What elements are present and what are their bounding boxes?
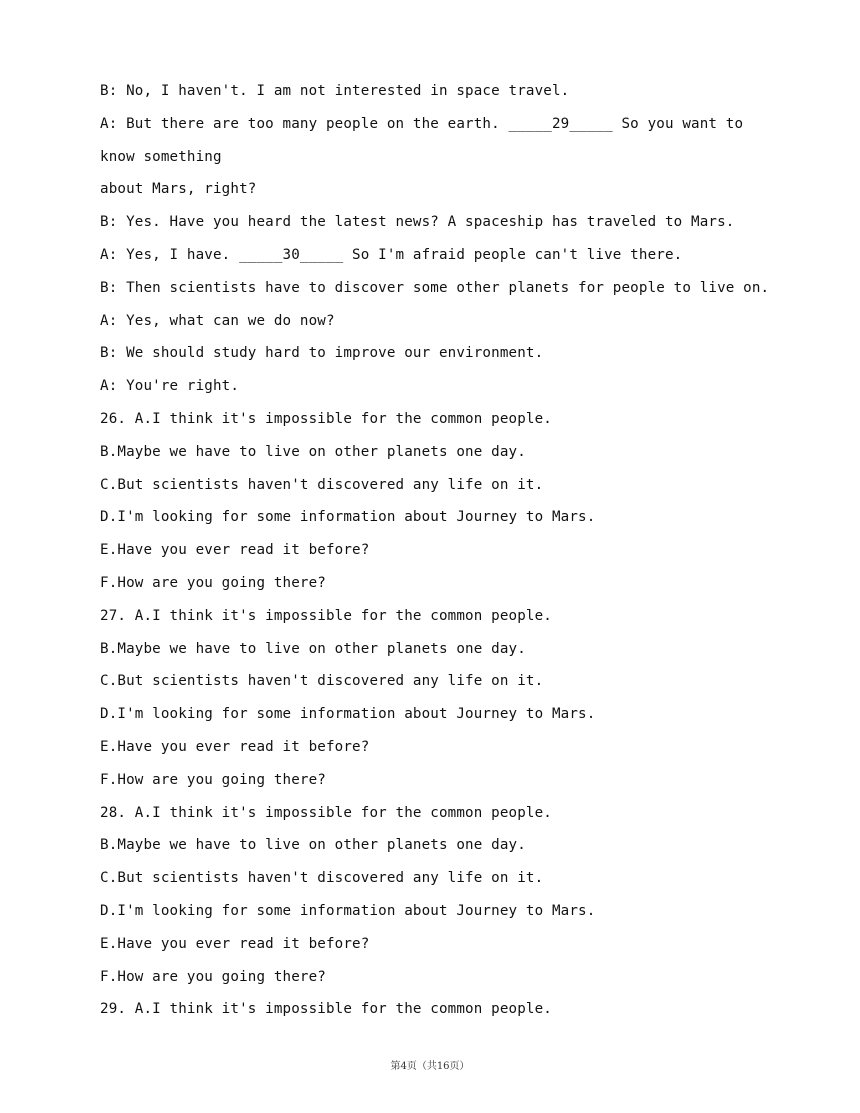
option-line: C.But scientists haven't discovered any life on it. <box>100 476 544 493</box>
question-line: 28. A.I think it's impossible for the common people. <box>100 804 552 821</box>
option-line: C.But scientists haven't discovered any life on it. <box>100 870 544 887</box>
text-line: about Mars, right? <box>100 181 257 198</box>
question-line: 26. A.I think it's impossible for the common people. <box>100 410 552 427</box>
option-line: C.But scientists haven't discovered any life on it. <box>100 673 544 690</box>
option-line: D.I'm looking for some information about Journey to Mars. <box>100 509 596 526</box>
document-body <box>100 79 800 1030</box>
option-line: F.How are you going there? <box>100 574 326 591</box>
text-line: A: Yes, I have. _____30_____ So I'm afraid people can't live there. <box>100 246 683 263</box>
page-footer: 第4页（共16页） <box>390 1061 470 1072</box>
option-line: F.How are you going there? <box>100 771 326 788</box>
text-line: A: Yes, what can we do now? <box>100 312 335 329</box>
text-line: A: You're right. <box>100 378 240 395</box>
question-line: 27. A.I think it's impossible for the common people. <box>100 607 552 624</box>
option-line: E.Have you ever read it before? <box>100 738 370 755</box>
option-line: D.I'm looking for some information about Journey to Mars. <box>100 706 596 723</box>
text-line: B: Yes. Have you heard the latest news? A spaceship has traveled to Mars. <box>100 214 735 231</box>
question-line: 29. A.I think it's impossible for the common people. <box>100 1001 552 1018</box>
option-line: E.Have you ever read it before? <box>100 935 370 952</box>
text-line: know something <box>100 148 222 165</box>
text-line: A: But there are too many people on the earth. _____29_____ So you want to <box>100 115 744 132</box>
option-line: D.I'm looking for some information about Journey to Mars. <box>100 902 596 919</box>
text-line: B: We should study hard to improve our environment. <box>100 345 544 362</box>
option-line: B.Maybe we have to live on other planets one day. <box>100 640 526 657</box>
option-line: E.Have you ever read it before? <box>100 542 370 559</box>
option-line: B.Maybe we have to live on other planets one day. <box>100 443 526 460</box>
option-line: F.How are you going there? <box>100 968 326 985</box>
text-line: B: Then scientists have to discover some other planets for people to live on. <box>100 279 770 296</box>
text-line: B: No, I haven't. I am not interested in space travel. <box>100 83 570 99</box>
option-line: B.Maybe we have to live on other planets one day. <box>100 837 526 854</box>
